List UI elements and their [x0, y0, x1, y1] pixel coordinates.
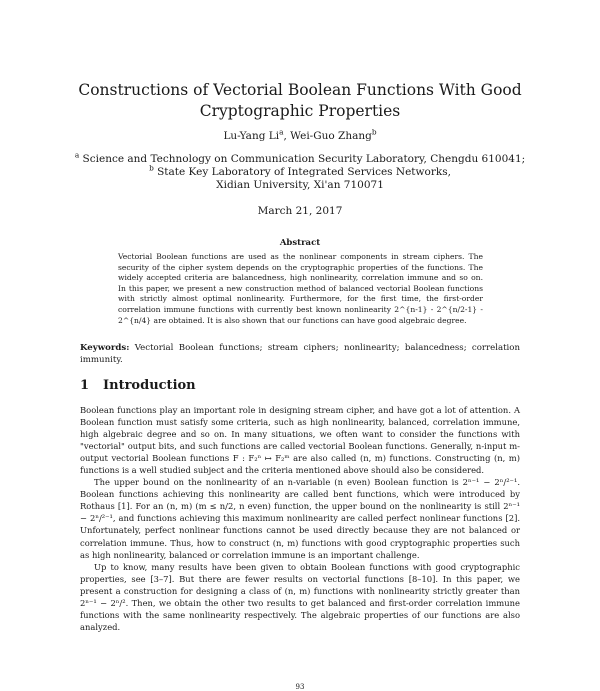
- affiliations: [40, 150, 560, 192]
- title-line-2: Cryptographic Properties: [199, 102, 401, 120]
- keywords-text: Vectorial Boolean functions; stream ciphers; nonlinearity; balancedness; correlation immunity.: [80, 343, 520, 365]
- keywords: [80, 342, 520, 366]
- affil-b-text: State Key Laboratory of Integrated Services Networks,: [153, 166, 451, 178]
- title-line-1: Constructions of Vectorial Boolean Functions With Good: [78, 81, 522, 99]
- section-title: Introduction: [103, 378, 196, 393]
- section-body: [80, 404, 520, 633]
- author-1-affil-mark: a: [279, 127, 284, 137]
- paragraph-3: Up to know, many results have been given to obtain Boolean functions with good cryptographic properties, see [3–7]. But there are fewer results on vectorial functions [8–10]. In this paper, we present a construction for designing a class of (n, m) functions with nonlinearity strictly greater than 2ⁿ⁻¹ − 2ⁿ/². Then, we obtain the other two results to get balanced and first-order correlation immune functions with the same nonlinearity respectively. The algebraic properties of our functions are also analyzed.: [80, 561, 520, 632]
- keywords-label: Keywords:: [80, 343, 130, 353]
- paragraph-2: The upper bound on the nonlinearity of an n-variable (n even) Boolean function is 2ⁿ⁻¹ − 2ⁿ/²⁻¹. Boolean functions achieving this nonlinearity are called bent functions, which were introduced by Rothaus [1]. For an (n, m) (m ≤ n/2, n even) function, the upper bound on the nonlinearity is still 2ⁿ⁻¹ − 2ⁿ/²⁻¹, and functions achieving this maximum nonlinearity are called perfect nonlinear functions [2]. Unfortunately, perfect nonlinear functions cannot be used directly because they are not balanced or correlation immune. Thus, how to construct (n, m) functions with good cryptographic properties such as high nonlinearity, balanced or correlation immune is an important challenge.: [80, 477, 520, 560]
- section-number: 1: [80, 378, 90, 393]
- affil-b-mark: b: [149, 163, 154, 173]
- affiliation-b: [40, 163, 560, 179]
- author-list: [60, 127, 540, 142]
- affil-a-mark: a: [74, 150, 80, 160]
- abstract-text: Vectorial Boolean functions are used as the nonlinear components in stream ciphers. The security of the cipher system depends on the cryptographic properties of the functions. The widely accepted criteria are balancedness, high nonlinearity, correlation immune and so on. In this paper, we present a new construction method of balanced vectorial Boolean functions with strictly almost optimal nonlinearity. Furthermore, for the first time, the first-order correlation immune functions with currently best known nonlinearity 2^{n-1} - 2^{n/2-1} - 2^{n/4} are obtained. It is also shown that our functions can have good algebraic degree.: [118, 252, 483, 325]
- affiliation-c: Xidian University, Xi'an 710071: [216, 179, 384, 191]
- page-number: 93: [295, 683, 305, 691]
- author-1: Lu-Yang Li: [223, 130, 280, 142]
- section-heading: [80, 378, 210, 393]
- abstract-heading: Abstract: [279, 238, 321, 248]
- author-2-affil-mark: b: [371, 127, 377, 137]
- affil-a-text: Science and Technology on Communication Security Laboratory, Chengdu 610041;: [79, 153, 526, 165]
- affiliation-a: [40, 150, 560, 166]
- paper-date: March 21, 2017: [257, 205, 343, 217]
- paragraph-1: Boolean functions play an important role in designing stream cipher, and have got a lot of attention. A Boolean function must satisfy some criteria, such as high nonlinearity, balanced, correlation immune, high algebraic degree and so on. In many situations, we often want to consider the functions with "vectorial" output bits, and such functions are called vectorial Boolean functions. Generally, n-input m-output vectorial Boolean functions F : F₂ⁿ ↦ F₂ᵐ are also called (n, m) functions. Constructing (n, m) functions is a well studied subject and the criteria mentioned above should also be considered.: [80, 405, 520, 476]
- paper-title: [60, 80, 540, 122]
- author-2: , Wei-Guo Zhang: [283, 130, 372, 142]
